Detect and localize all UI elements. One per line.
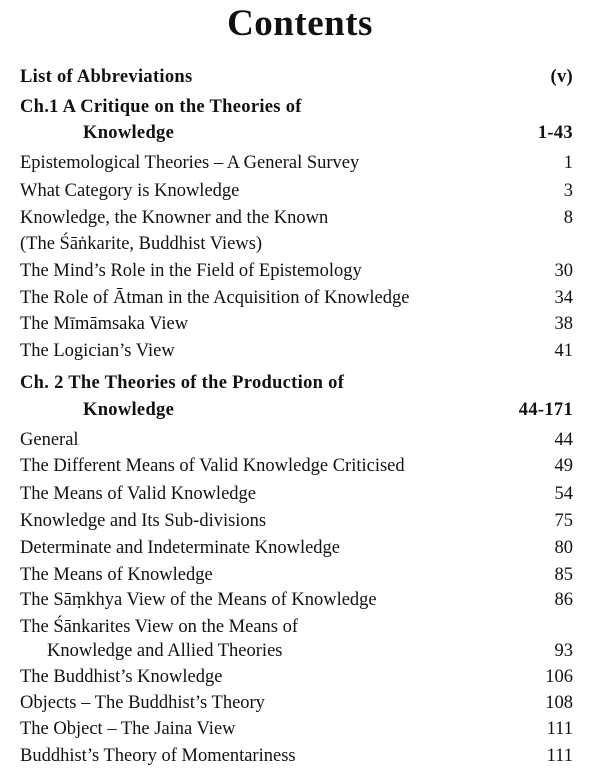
entry-page-number: 54 [554,484,573,504]
chapter-heading [20,370,573,396]
entry-title: Knowledge [83,400,175,420]
entry-page-number: 111 [546,719,573,739]
entry-title: The Role of Ātman in the Acquisition of Knowledge [20,288,410,308]
entry-page-number: 41 [554,341,573,361]
toc-entry [20,716,573,742]
entry-page-number: 49 [554,456,573,476]
entry-page-number: 38 [554,314,573,334]
entry-title: Determinate and Indeterminate Knowledge [20,538,341,558]
entry-title: List of Abbreviations [20,67,193,87]
entry-page-number: 3 [563,181,573,201]
entry-page-number: 106 [545,667,573,687]
entry-page-number: 8 [563,208,573,228]
entry-title: General [20,430,79,450]
entry-page-number: 75 [554,511,573,531]
entry-title: The Logician’s View [20,341,175,361]
entry-page-number: 44-171 [518,400,573,420]
entry-page-number: 85 [554,565,573,585]
toc-entry [20,743,573,769]
entry-title: Knowledge [83,123,175,143]
toc-entry [20,285,573,311]
chapter-heading [20,397,573,423]
toc-entry [20,231,573,257]
entry-title: The Mind’s Role in the Field of Epistemology [20,261,362,281]
toc-entry [20,258,573,284]
chapter-heading [20,94,573,120]
toc-entry [20,562,573,588]
toc-entry [20,427,573,453]
entry-title: What Category is Knowledge [20,181,240,201]
entry-page-number: 111 [546,746,573,766]
toc-entry [20,664,573,690]
toc-entry [20,453,573,479]
entry-title: Knowledge and Allied Theories [47,641,283,661]
toc-entry [20,150,573,176]
entry-page-number: 34 [554,288,573,308]
toc-entry [20,690,573,716]
entry-title: Objects – The Buddhist’s Theory [20,693,265,713]
entry-page-number: 1-43 [537,123,573,143]
entry-title: Knowledge, the Knowner and the Known [20,208,329,228]
toc-entry [20,638,573,664]
entry-title: (The Śāṅkarite, Buddhist Views) [20,234,263,254]
entry-title: Buddhist’s Theory of Momentariness [20,746,296,766]
toc-entry [20,614,573,640]
toc-entry [20,311,573,337]
toc-entry [20,535,573,561]
toc-entry [20,481,573,507]
entry-page-number: 44 [554,430,573,450]
entry-page-number: 30 [554,261,573,281]
entry-title: Knowledge and Its Sub-divisions [20,511,267,531]
toc-entry [20,587,573,613]
entry-title: The Śānkarites View on the Means of [20,617,299,637]
entry-title: Ch. 2 The Theories of the Production of [20,373,345,393]
entry-title: The Mīmāmsaka View [20,314,189,334]
entry-title: Ch.1 A Critique on the Theories of [20,97,302,117]
toc-entry [20,205,573,231]
entry-page-number: 108 [545,693,573,713]
entry-page-number: 86 [554,590,573,610]
entry-title: The Sāṃkhya View of the Means of Knowledge [20,590,377,610]
entry-page-number: (v) [550,67,573,87]
entry-title: The Different Means of Valid Knowledge Criticised [20,456,405,476]
entry-title: The Buddhist’s Knowledge [20,667,223,687]
entry-page-number: 80 [554,538,573,558]
entry-page-number: 1 [563,153,573,173]
page-title: Contents [227,3,373,44]
chapter-heading [20,120,573,146]
entry-page-number: 93 [554,641,573,661]
entry-title: The Means of Valid Knowledge [20,484,256,504]
entry-title: Epistemological Theories – A General Survey [20,153,360,173]
toc-entry [20,338,573,364]
toc-entry [20,508,573,534]
entry-title: The Means of Knowledge [20,565,213,585]
chapter-heading [20,64,573,90]
entry-title: The Object – The Jaina View [20,719,236,739]
toc-entry [20,178,573,204]
